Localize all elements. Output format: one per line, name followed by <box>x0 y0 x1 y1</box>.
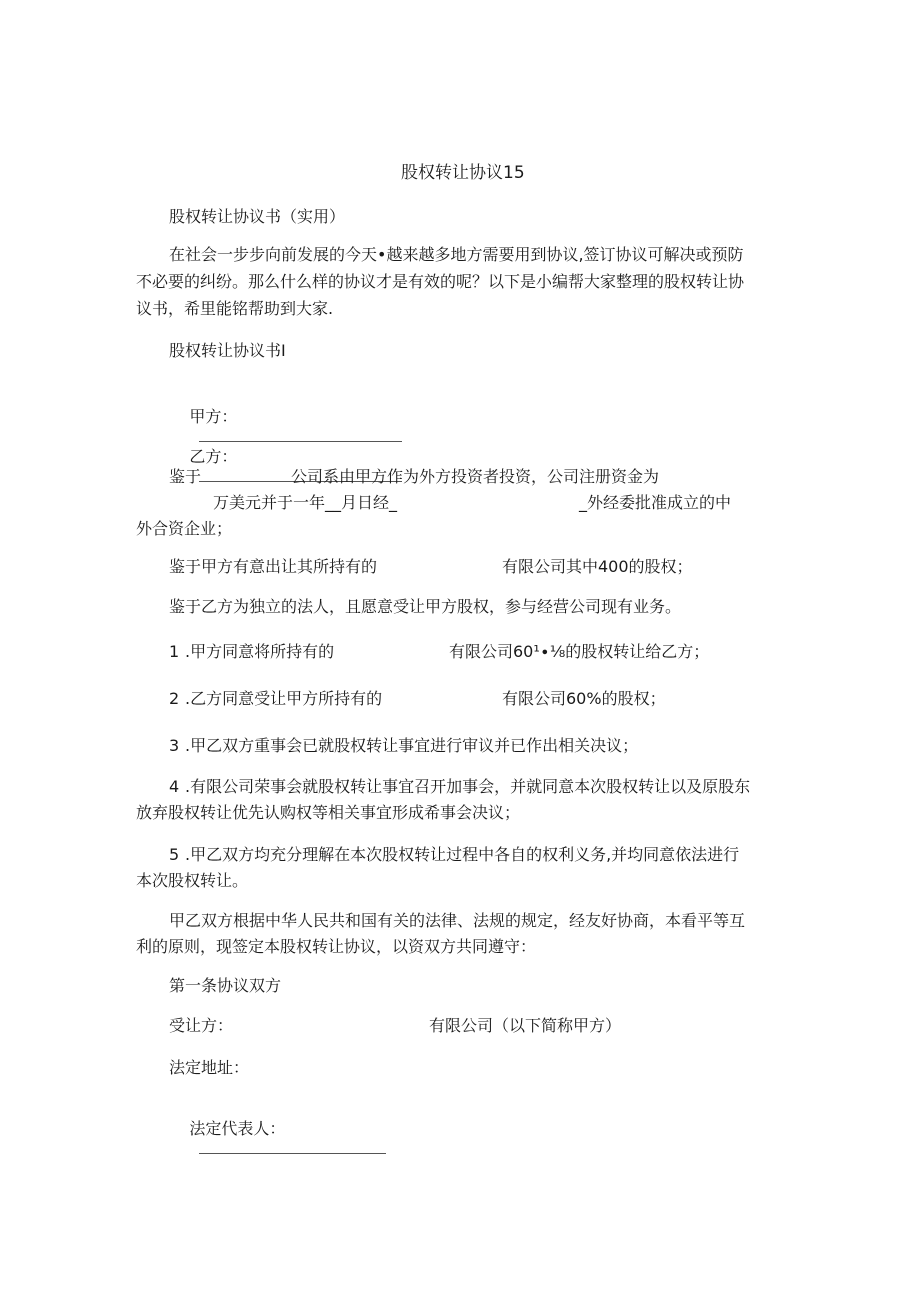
item-3-num: 3 <box>169 736 180 755</box>
legal-rep-row <box>169 1099 386 1179</box>
item-2-a: .乙方同意受让甲方所持有的 <box>185 689 383 708</box>
item-2-num: 2 <box>169 689 180 708</box>
whereas1-line3: 外合资企业； <box>136 519 233 538</box>
item-1-num: 1 <box>169 642 180 661</box>
whereas1-line2-b: _外经委批准成立的中 <box>579 493 732 512</box>
item-5-b: 本次股权转让。 <box>136 871 249 890</box>
intro-line-1: 在社会一步步向前发展的今天•越来越多地方需要用到协议,签订协议可解决或预防 <box>169 245 744 264</box>
item-4-b: 放弃股权转让优先认购权等相关事宜形成希事会决议； <box>136 803 521 822</box>
whereas1-line2-a: 万美元并于一年__月日经_ <box>213 493 398 512</box>
legal-rep-blank <box>199 1140 386 1154</box>
section-heading: 股权转让协议书I <box>169 341 286 360</box>
intro-line-2: 不必要的纠纷。那么什么样的协议才是有效的呢？以下是小编帮大家整理的股权转让协 <box>136 272 745 291</box>
agreement-line-2: 利的原则，现签定本股权转让协议，以资双方共同遵守： <box>136 937 537 956</box>
item-5-num: 5 <box>169 845 180 864</box>
legal-address-label: 法定地址： <box>169 1058 250 1077</box>
transferor-tail: 有限公司（以下简称甲方） <box>429 1016 622 1035</box>
item-3-a: .甲乙双方重事会已就股权转让事宜进行审议并已作出相关决议； <box>185 736 639 755</box>
article-1-heading: 第一条协议双方 <box>169 976 282 995</box>
legal-rep-label: 法定代表人： <box>189 1119 286 1138</box>
intro-line-3: 议书，希里能铭帮助到大家. <box>136 299 334 318</box>
item-4-a: .有限公司荣事会就股权转让事宜召开加事会，并就同意本次股权转让以及原股东 <box>185 777 751 796</box>
whereas2-a: 鉴于甲方有意出让其所持有的 <box>169 557 378 576</box>
whereas3: 鉴于乙方为独立的法人，且愿意受让甲方股权，参与经营公司现有业务。 <box>169 597 682 616</box>
item-4-num: 4 <box>169 777 180 796</box>
item-2-b: 有限公司60%的股权； <box>502 689 666 708</box>
party-b-label: 乙方： <box>189 447 238 466</box>
item-1-a: .甲方同意将所持有的 <box>185 642 335 661</box>
whereas2-b: 有限公司其中400的股权； <box>502 557 693 576</box>
transferor-label: 受让方： <box>169 1016 234 1035</box>
whereas1-line1-b: 公司系由甲方作为外方投资者投资，公司注册资金为 <box>291 467 660 486</box>
document-subtitle: 股权转让协议书（实用） <box>169 207 346 226</box>
item-5-a: .甲乙双方均充分理解在本次股权转让过程中各自的权利义务,并均同意依法进行 <box>185 845 740 864</box>
item-1-b: 有限公司60¹∙⅛的股权转让给乙方； <box>449 642 710 661</box>
agreement-line-1: 甲乙双方根据中华人民共和国有关的法律、法规的规定，经友好协商，本看平等互 <box>169 911 746 930</box>
party-a-label: 甲方： <box>189 407 238 426</box>
whereas1-line1-a: 鉴于 <box>169 467 202 486</box>
document-title: 股权转让协议15 <box>401 163 525 183</box>
